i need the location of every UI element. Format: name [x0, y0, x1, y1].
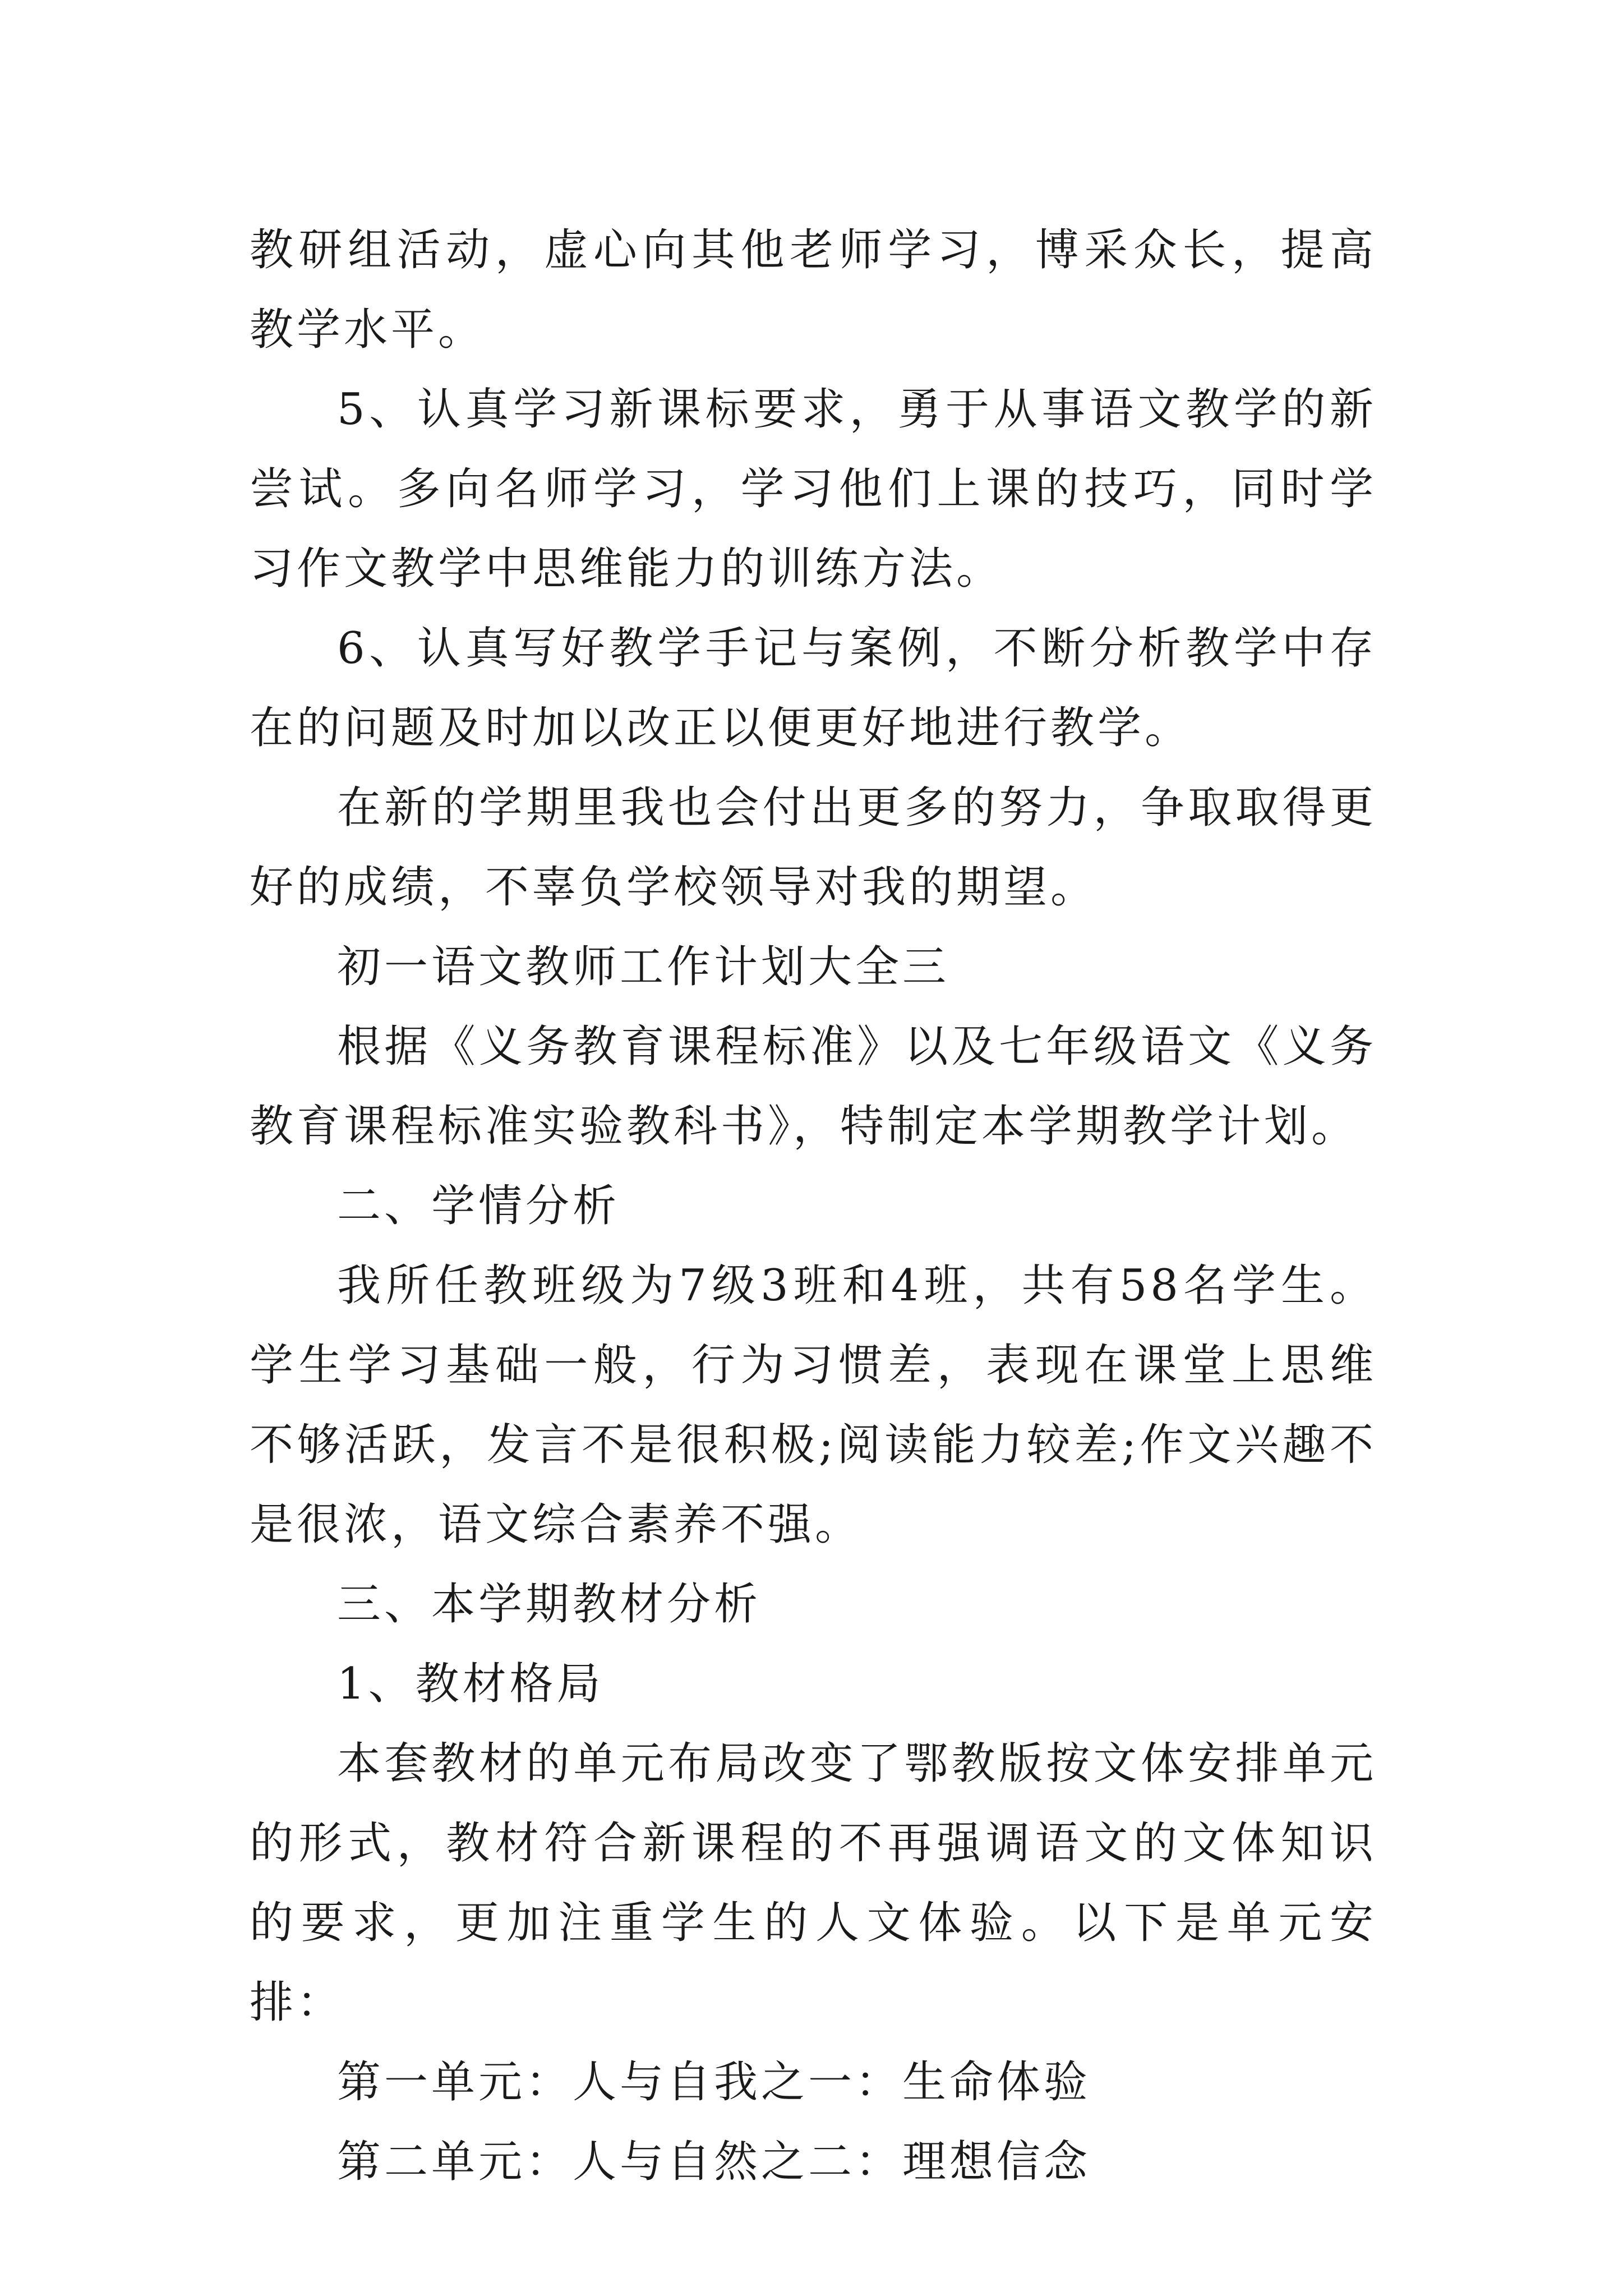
unit-two: 第二单元：人与自然之二：理想信念 — [337, 2137, 1091, 2187]
section-title: 初一语文教师工作计划大全三 — [337, 942, 950, 992]
paragraph-student-analysis: 我所任教班级为7级3班和4班，共有58名学生。学生学习基础一般，行为习惯差，表现在课堂上思维不够活跃，发言不是很积极;阅读能力较差;作文兴趣不是很浓，语文综合素养不强。 — [250, 1260, 1377, 1550]
paragraph-item-6: 6、认真写好教学手记与案例，不断分析教学中存在的问题及时加以改正以便更好地进行教学。 — [250, 623, 1377, 753]
heading-student-analysis: 二、学情分析 — [337, 1181, 620, 1231]
paragraph-textbook-structure: 本套教材的单元布局改变了鄂教版按文体安排单元的形式，教材符合新课程的不再强调语文的文体知识的要求，更加注重学生的人文体验。以下是单元安排： — [250, 1738, 1377, 2028]
unit-one: 第一单元：人与自我之一：生命体验 — [337, 2057, 1091, 2108]
paragraph-basis: 根据《义务教育课程标准》以及七年级语文《义务教育课程标准实验教科书》，特制定本学期教学计划。 — [250, 1022, 1377, 1152]
document-body — [250, 210, 1377, 2202]
heading-textbook-analysis: 三、本学期教材分析 — [337, 1579, 762, 1630]
paragraph-continuation: 教研组活动，虚心向其他老师学习，博采众长，提高教学水平。 — [250, 225, 1377, 355]
paragraph-closing: 在新的学期里我也会付出更多的努力，争取取得更好的成绩，不辜负学校领导对我的期望。 — [250, 783, 1377, 913]
paragraph-item-5: 5、认真学习新课标要求，勇于从事语文教学的新尝试。多向名师学习，学习他们上课的技巧，同时学习作文教学中思维能力的训练方法。 — [250, 384, 1377, 594]
heading-textbook-structure: 1、教材格局 — [337, 1659, 604, 1709]
